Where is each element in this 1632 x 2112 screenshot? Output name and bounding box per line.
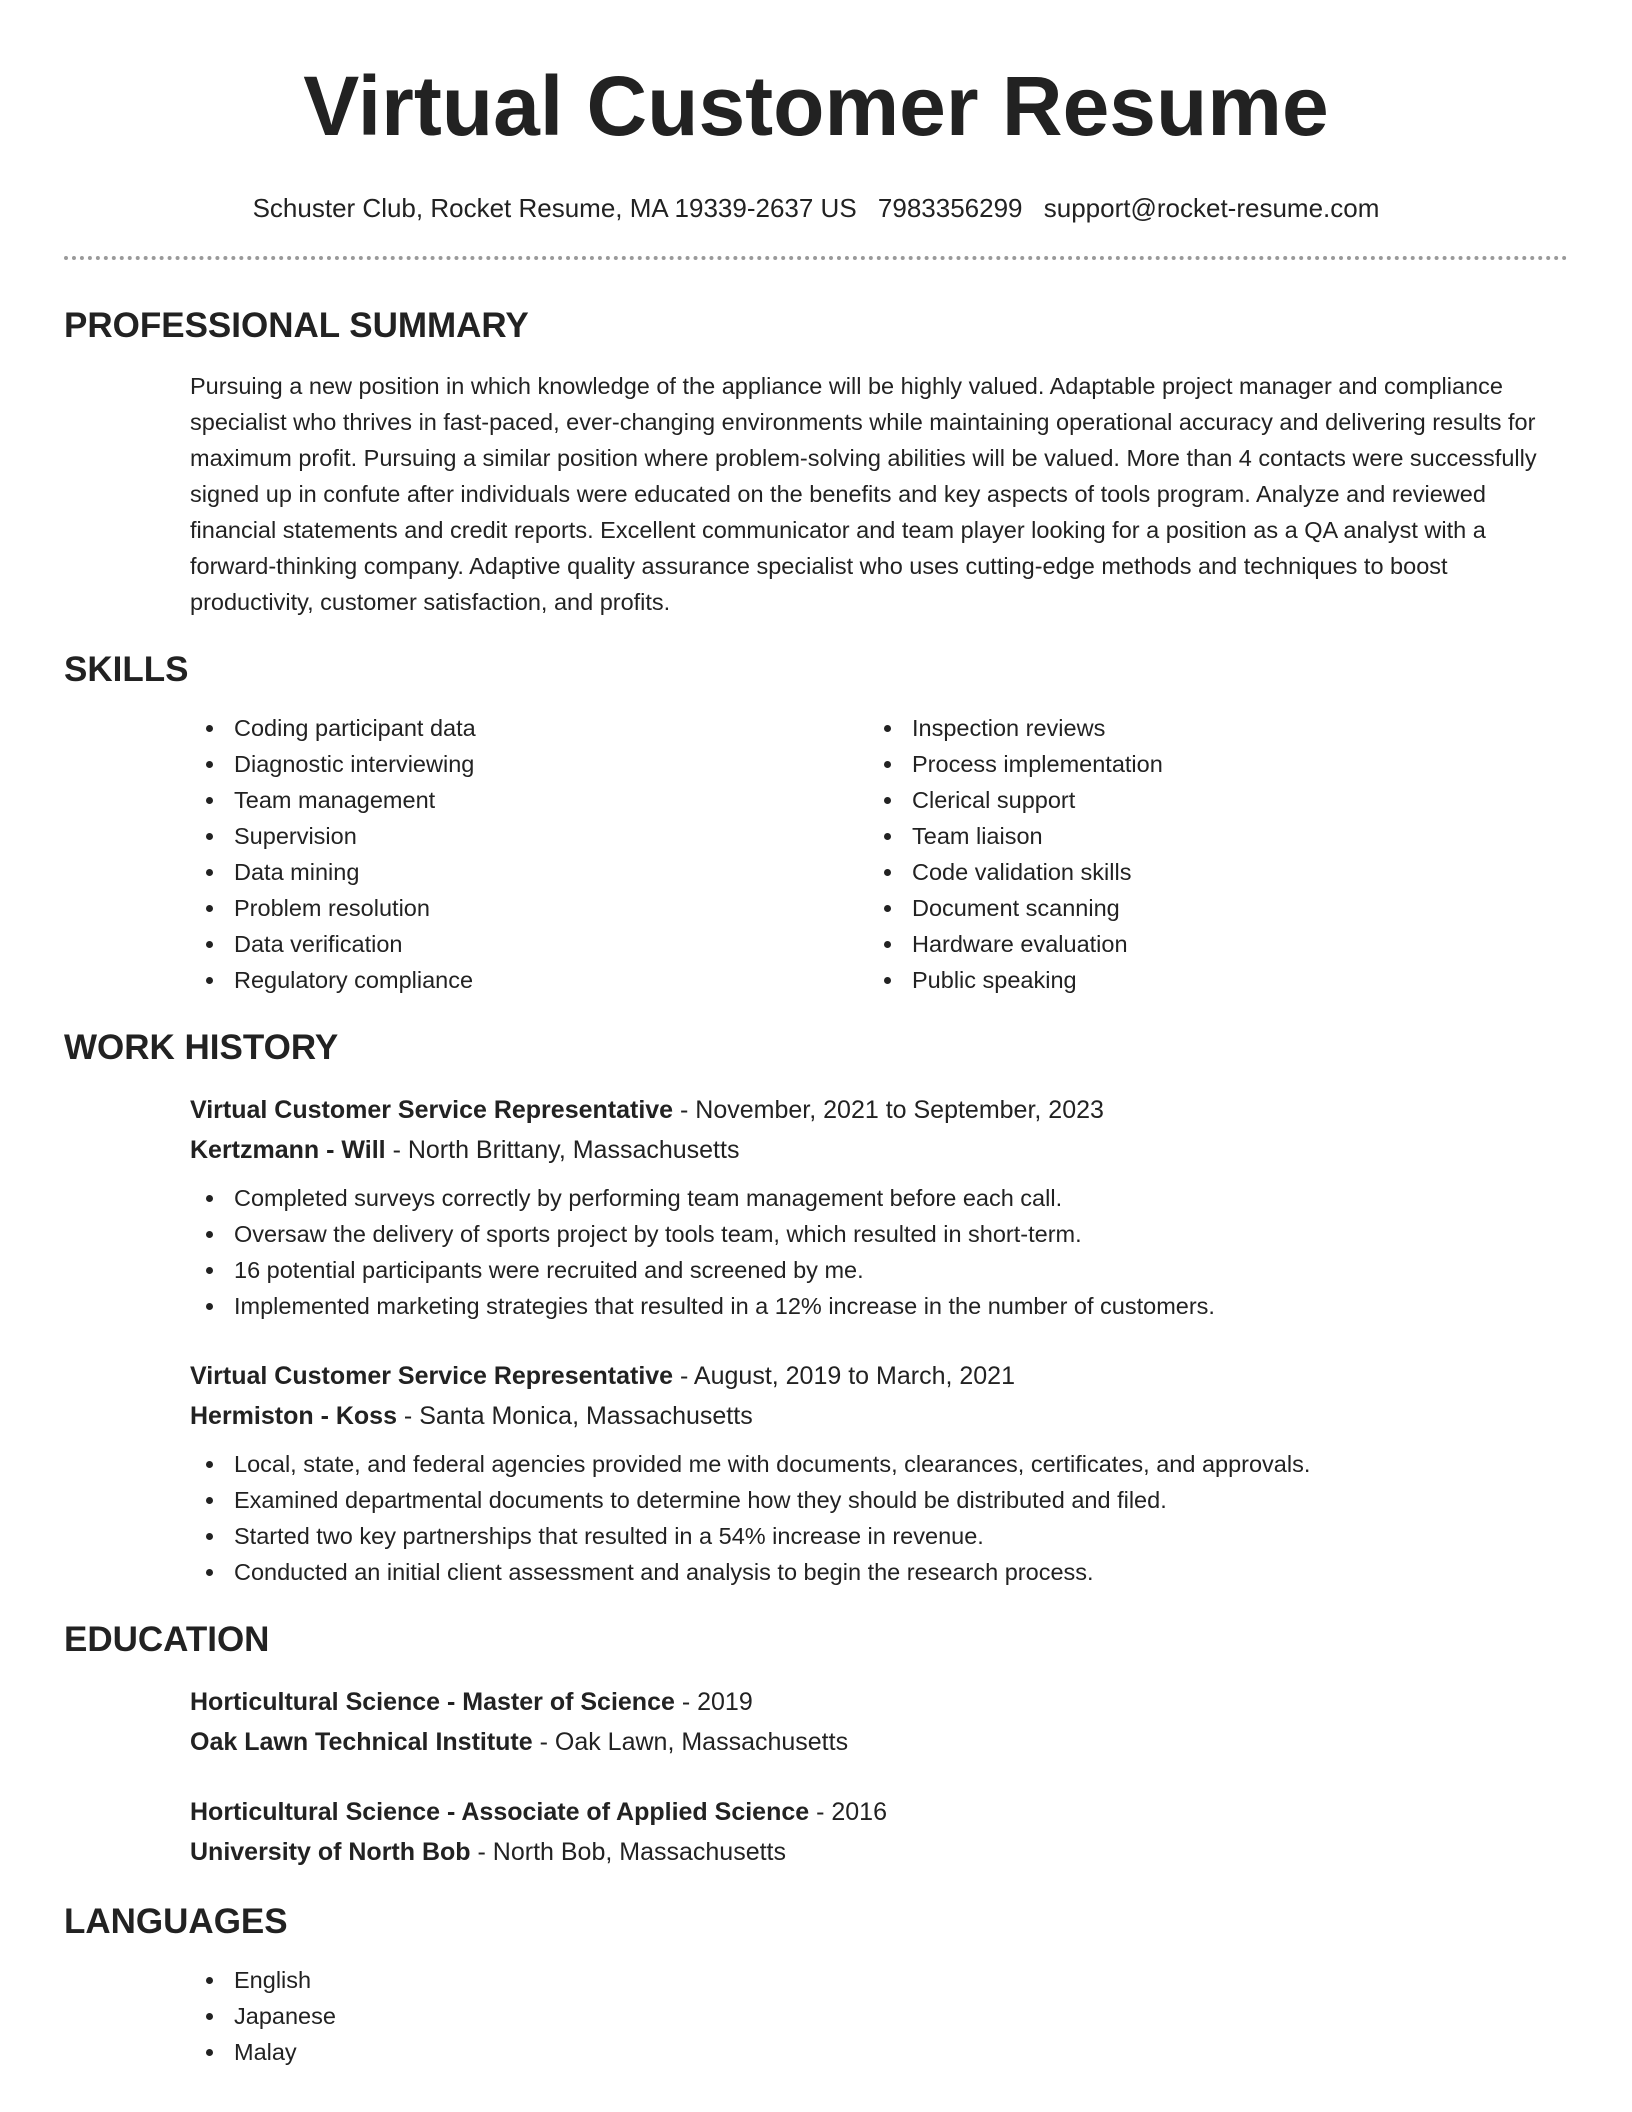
skill-item: Problem resolution (190, 890, 868, 926)
job-company: Kertzmann - Will (190, 1136, 386, 1164)
skill-item: Inspection reviews (868, 710, 1546, 746)
languages-section (64, 1900, 1568, 2070)
degree-year: - 2016 (809, 1798, 887, 1826)
job-bullet: 16 potential participants were recruited and screened by me. (190, 1252, 1568, 1288)
skill-item: Data mining (190, 854, 868, 890)
skills-column-right (868, 710, 1546, 998)
job-bullet: Conducted an initial client assessment and analysis to begin the research process. (190, 1554, 1568, 1590)
job-title-line (190, 1090, 1568, 1130)
skill-item: Team liaison (868, 818, 1546, 854)
skills-grid (64, 710, 1568, 998)
education-heading: EDUCATION (64, 1620, 270, 1659)
contact-email: support@rocket-resume.com (1043, 193, 1380, 223)
school-name: Oak Lawn Technical Institute (190, 1728, 533, 1756)
resume-name: Virtual Customer Resume (303, 59, 1329, 153)
degree-line (190, 1792, 1568, 1832)
degree-year: - 2019 (674, 1688, 753, 1716)
header-divider (64, 256, 1568, 260)
education-section (64, 1618, 1568, 1872)
job-entry (64, 1356, 1568, 1590)
skill-item: Process implementation (868, 746, 1546, 782)
education-entry (64, 1682, 1568, 1762)
skill-item: Diagnostic interviewing (190, 746, 868, 782)
language-item: Japanese (190, 1998, 1568, 2034)
job-company-line (190, 1130, 1568, 1170)
contact-line (64, 190, 1568, 226)
school-location: - Oak Lawn, Massachusetts (532, 1728, 849, 1756)
skill-item: Regulatory compliance (190, 962, 868, 998)
summary-section (64, 304, 1568, 620)
degree-name: Horticultural Science - Associate of Applied Science (190, 1798, 810, 1826)
skill-item: Clerical support (868, 782, 1546, 818)
school-name: University of North Bob (190, 1838, 471, 1866)
skill-item: Document scanning (868, 890, 1546, 926)
summary-text: Pursuing a new position in which knowledge of the appliance will be highly valued. Adaptable project manager and compliance specialist who thrives in fast-paced, ever-changing environments while maintaining operational accuracy and delivering results for maximum profit. Pursuing a similar position where problem-solving abilities will be valued. More than 4 contacts were successfully signed up in confute after individuals were educated on the benefits and key aspects of tools program. Analyze and reviewed financial statements and credit reports. Excellent communicator and team player looking for a position as a QA analyst with a forward-thinking company. Adaptive quality assurance specialist who uses cutting-edge methods and techniques to boost productivity, customer satisfaction, and profits. (190, 373, 1537, 615)
languages-list (64, 1962, 1568, 2070)
skills-heading: SKILLS (64, 650, 189, 689)
job-bullet: Oversaw the delivery of sports project by tools team, which resulted in short-term. (190, 1216, 1568, 1252)
job-bullet: Completed surveys correctly by performing team management before each call. (190, 1180, 1568, 1216)
job-title: Virtual Customer Service Representative (190, 1362, 674, 1390)
degree-name: Horticultural Science - Master of Science (190, 1688, 675, 1716)
job-location: - North Brittany, Massachusetts (385, 1136, 740, 1164)
degree-line (190, 1682, 1568, 1722)
education-entry (64, 1792, 1568, 1872)
skills-section (64, 648, 1568, 998)
skill-item: Public speaking (868, 962, 1546, 998)
job-bullet: Implemented marketing strategies that resulted in a 12% increase in the number of customers. (190, 1288, 1568, 1324)
job-dates: - November, 2021 to September, 2023 (673, 1096, 1104, 1124)
skill-item: Data verification (190, 926, 868, 962)
skill-item: Supervision (190, 818, 868, 854)
languages-heading: LANGUAGES (64, 1902, 288, 1941)
school-location: - North Bob, Massachusetts (470, 1838, 786, 1866)
job-company: Hermiston - Koss (190, 1402, 397, 1430)
skill-item: Code validation skills (868, 854, 1546, 890)
skills-column-left (190, 710, 868, 998)
job-bullet: Examined departmental documents to determine how they should be distributed and filed. (190, 1482, 1568, 1518)
job-bullet: Started two key partnerships that resulted in a 54% increase in revenue. (190, 1518, 1568, 1554)
school-line (190, 1832, 1568, 1872)
job-title-line (190, 1356, 1568, 1396)
skill-item: Coding participant data (190, 710, 868, 746)
job-dates: - August, 2019 to March, 2021 (673, 1362, 1015, 1390)
contact-address: Schuster Club, Rocket Resume, MA 19339-2637 US (252, 193, 857, 223)
skill-item: Hardware evaluation (868, 926, 1546, 962)
work-section (64, 1026, 1568, 1590)
job-location: - Santa Monica, Massachusetts (396, 1402, 753, 1430)
work-heading: WORK HISTORY (64, 1028, 339, 1067)
job-bullet-list (190, 1446, 1568, 1590)
contact-phone: 7983356299 (877, 193, 1023, 223)
school-line (190, 1722, 1568, 1762)
summary-heading: PROFESSIONAL SUMMARY (64, 306, 529, 345)
job-title: Virtual Customer Service Representative (190, 1096, 674, 1124)
language-item: Malay (190, 2034, 1568, 2070)
job-company-line (190, 1396, 1568, 1436)
job-entry (64, 1090, 1568, 1324)
job-bullet: Local, state, and federal agencies provided me with documents, clearances, certificates, and approvals. (190, 1446, 1568, 1482)
language-item: English (190, 1962, 1568, 1998)
skill-item: Team management (190, 782, 868, 818)
job-bullet-list (190, 1180, 1568, 1324)
